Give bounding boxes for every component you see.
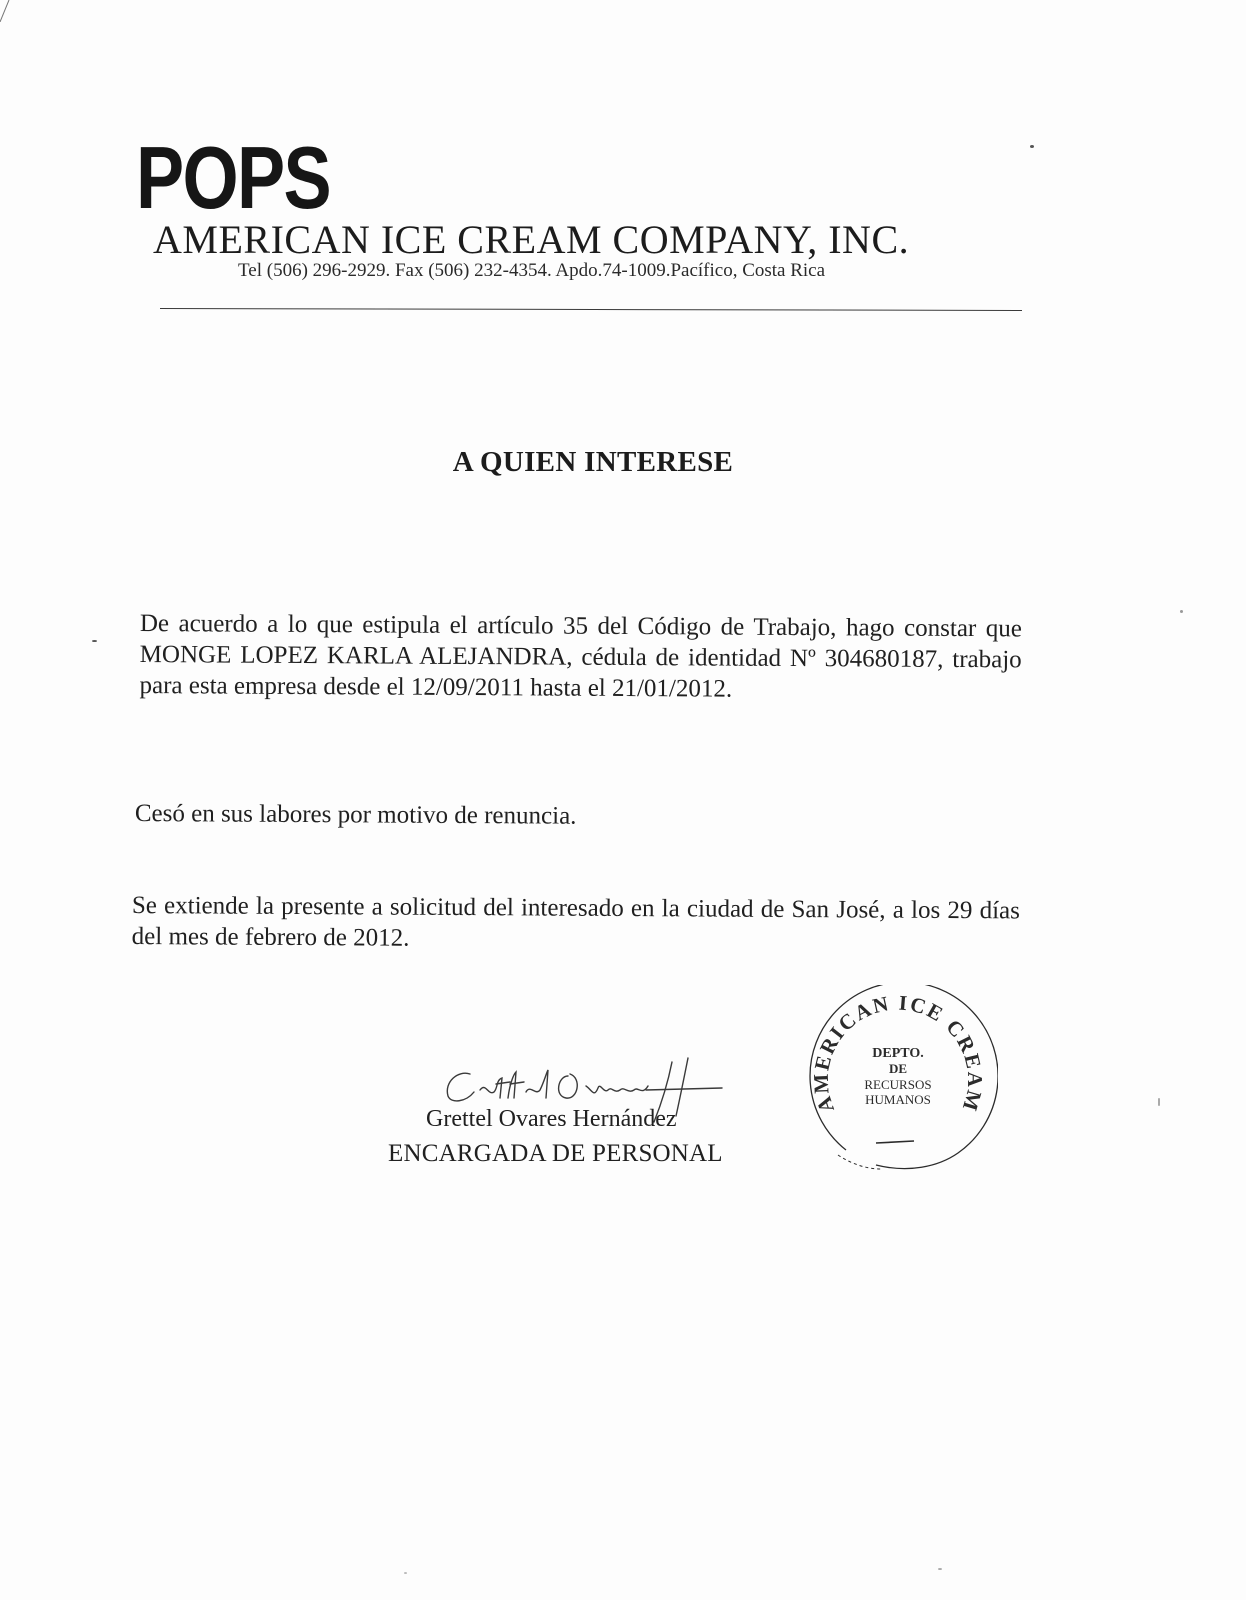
scan-speck: [92, 640, 97, 642]
hr-department-stamp: [798, 985, 998, 1185]
stamp-line-depto: DEPTO.: [872, 1046, 924, 1061]
letterhead-divider: [160, 308, 1022, 311]
stamp-line-de: DE: [888, 1061, 908, 1076]
company-contact-line: Tel (506) 296-2929. Fax (506) 232-4354. Apdo.74-1009.Pacífico, Costa Rica: [238, 260, 826, 281]
scan-speck: [1158, 1098, 1160, 1106]
stamp-ring-text: AMERICAN ICE CREAM: [808, 990, 988, 1116]
scan-speck: [1030, 145, 1034, 148]
signer-title: ENCARGADA DE PERSONAL: [388, 1140, 723, 1167]
stamp-line-humanos: HUMANOS: [865, 1092, 931, 1107]
body-paragraph-reason: Cesó en sus labores por motivo de renuncia.: [134, 799, 577, 830]
body-paragraph-issuance: Se extiende la presente a solicitud del interesado en la ciudad de San José, a los 29 días del mes de febrero de 2012.: [131, 891, 1020, 952]
scan-corner-mark: [0, 0, 14, 22]
signer-name: Grettel Ovares Hernández: [426, 1106, 677, 1132]
scan-speck: [938, 1568, 942, 1570]
company-logo: POPS: [136, 128, 330, 227]
body-paragraph-employment: De acuerdo a lo que estipula el artículo 35 del Código de Trabajo, hago constar que MONGE LOPEZ KARLA ALEJANDRA, cédula de identidad Nº 304680187, trabajo para esta empresa desde el 12/09/2011 hasta el 21/01/2012.: [139, 609, 1022, 703]
letter-heading: A QUIEN INTERESE: [452, 446, 734, 478]
stamp-line-recursos: RECURSOS: [864, 1077, 932, 1092]
company-name: AMERICAN ICE CREAM COMPANY, INC.: [153, 217, 910, 262]
scan-speck: [404, 1572, 407, 1574]
scan-speck: [1180, 610, 1183, 613]
